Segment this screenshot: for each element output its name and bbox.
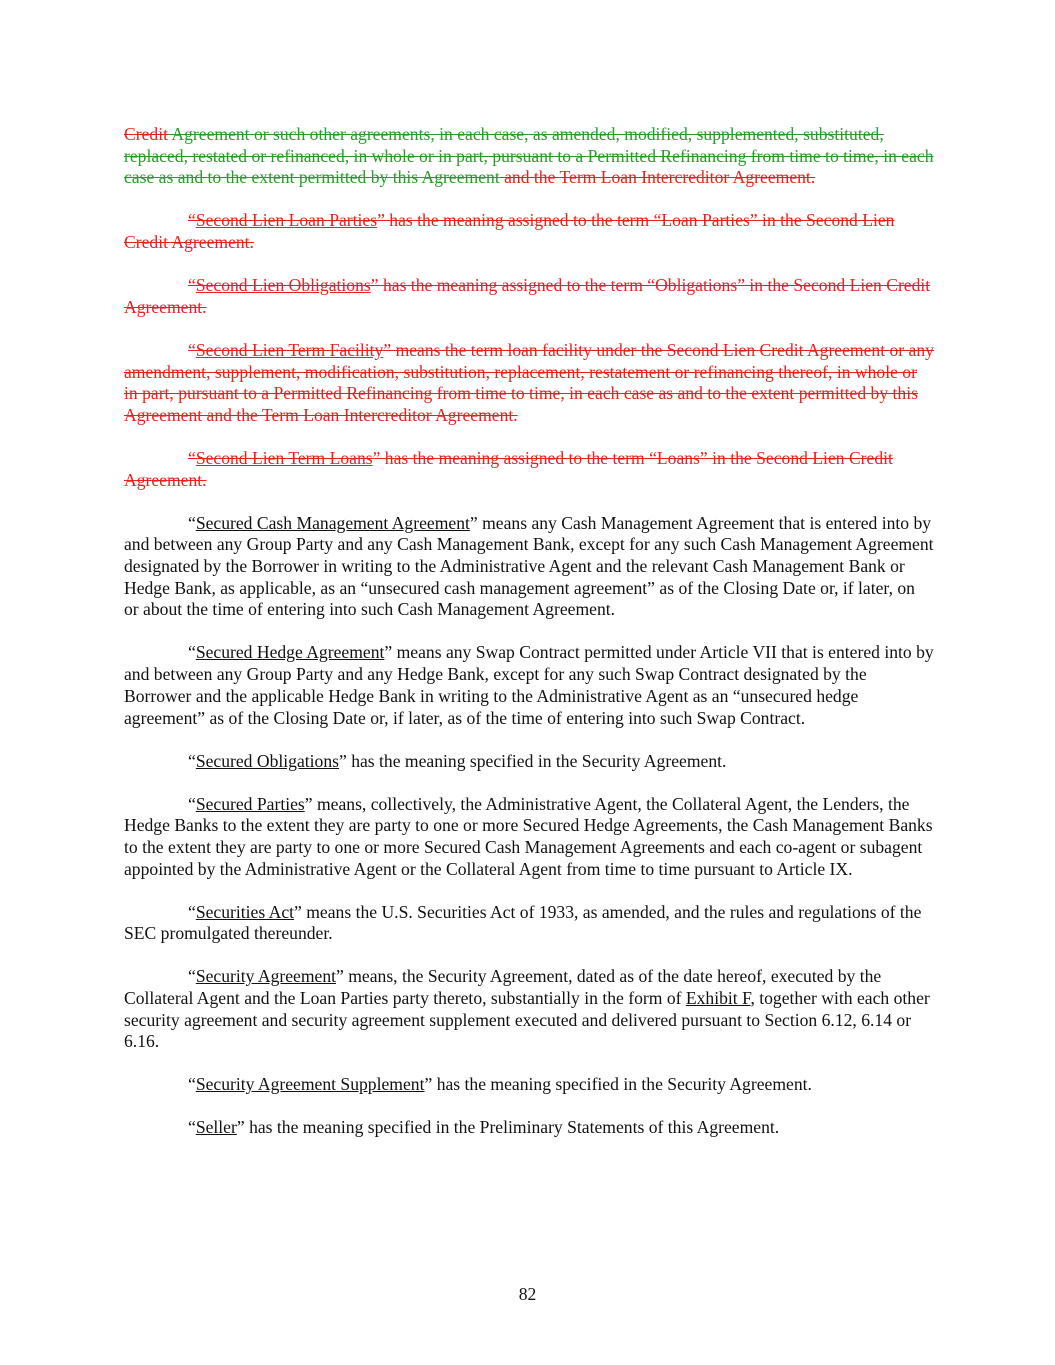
deleted-definition-second-lien-obligations: “Second Lien Obligations” has the meaning assigned to the term “Obligations” in the Second Lien Credit Agreement.	[124, 275, 931, 317]
defined-term: Secured Obligations	[195, 750, 339, 771]
defined-term: Seller	[195, 1117, 237, 1138]
defined-term: Securities Act	[195, 901, 295, 922]
definition-secured-cash-management-agreement: “Secured Cash Management Agreement” means any Cash Management Agreement that is entered into by and between any Group Party and any Cash Management Bank, except for any such Cash Management Agreement designated by the Borrower in writing to the Administrative Agent and the relevant Cash Management Bank or Hedge Bank, as applicable, as an “unsecured cash management agreement” as of the Closing Date or, if later, on or about the time of entering into such Cash Management Agreement.	[124, 512, 934, 620]
defined-term: Secured Cash Management Agreement	[195, 512, 470, 533]
definition-secured-obligations: “Secured Obligations” has the meaning specified in the Security Agreement.	[188, 750, 727, 771]
defined-term: Security Agreement Supplement	[195, 1074, 425, 1095]
deleted-definition-second-lien-loan-parties: “Second Lien Loan Parties” has the meaning assigned to the term “Loan Parties” in the Second Lien Credit Agreement.	[124, 210, 895, 253]
deleted-text: and the Term Loan Intercreditor Agreement.	[499, 167, 816, 188]
moved-deleted-text: Agreement or such other agreements, in each case, as amended, modified, supplemented, substituted, replaced, restated or refinanced, in whole or in part, pursuant to a Permitted Refinancing from time to time, in each case as and to the extent permitted by this Agreement	[124, 124, 934, 188]
defined-term: Secured Hedge Agreement	[195, 642, 385, 663]
defined-term: Second Lien Term Loans	[195, 447, 373, 468]
deleted-continuation-paragraph	[124, 124, 934, 189]
defined-term: Secured Parties	[195, 793, 305, 814]
deleted-definition-second-lien-term-loans: “Second Lien Term Loans” has the meaning assigned to the term “Loans” in the Second Lien Credit Agreement.	[124, 447, 893, 490]
deleted-text: Credit	[124, 124, 168, 144]
page-number: 82	[518, 1284, 537, 1304]
definition-seller: “Seller” has the meaning specified in the Preliminary Statements of this Agreement.	[188, 1117, 780, 1138]
defined-term: Second Lien Obligations	[195, 275, 371, 296]
definition-secured-parties: “Secured Parties” means, collectively, the Administrative Agent, the Collateral Agent, the Lenders, the Hedge Banks to the extent they are party to one or more Secured Hedge Agreements, the Cash Management Banks to the extent they are party to one or more Secured Cash Management Agreements and each co-agent or subagent appointed by the Administrative Agent or the Collateral Agent from time to time pursuant to Article IX.	[124, 793, 933, 879]
definition-security-agreement-supplement: “Security Agreement Supplement” has the meaning specified in the Security Agreement.	[188, 1074, 812, 1095]
definition-secured-hedge-agreement: “Secured Hedge Agreement” means any Swap Contract permitted under Article VII that is entered into by and between any Group Party and any Hedge Bank, except for any such Swap Contract designated by the Borrower and the applicable Hedge Bank in writing to the Administrative Agent as an “unsecured hedge agreement” as of the Closing Date or, if later, as of the time of entering into such Swap Contract.	[124, 642, 934, 728]
page-body	[124, 124, 934, 1160]
defined-term: Second Lien Loan Parties	[195, 210, 378, 231]
exhibit-reference-link: Exhibit F	[685, 988, 751, 1009]
defined-term: Second Lien Term Facility	[195, 339, 384, 360]
defined-term: Security Agreement	[195, 966, 337, 987]
definition-security-agreement: “Security Agreement” means, the Security Agreement, dated as of the date hereof, executed by the Collateral Agent and the Loan Parties party thereto, substantially in the form of Exhibit F, together with each other security agreement and security agreement supplement executed and delivered pursuant to Section 6.12, 6.14 or 6.16.	[124, 966, 930, 1052]
definition-securities-act: “Securities Act” means the U.S. Securities Act of 1933, as amended, and the rules and regulations of the SEC promulgated thereunder.	[124, 901, 922, 944]
deleted-definition-second-lien-term-facility: “Second Lien Term Facility” means the term loan facility under the Second Lien Credit Agreement or any amendment, supplement, modification, substitution, replacement, restatement or refinancing thereof, in whole or in part, pursuant to a Permitted Refinancing from time to time, in each case as and to the extent permitted by this Agreement and the Term Loan Intercreditor Agreement.	[124, 339, 934, 425]
